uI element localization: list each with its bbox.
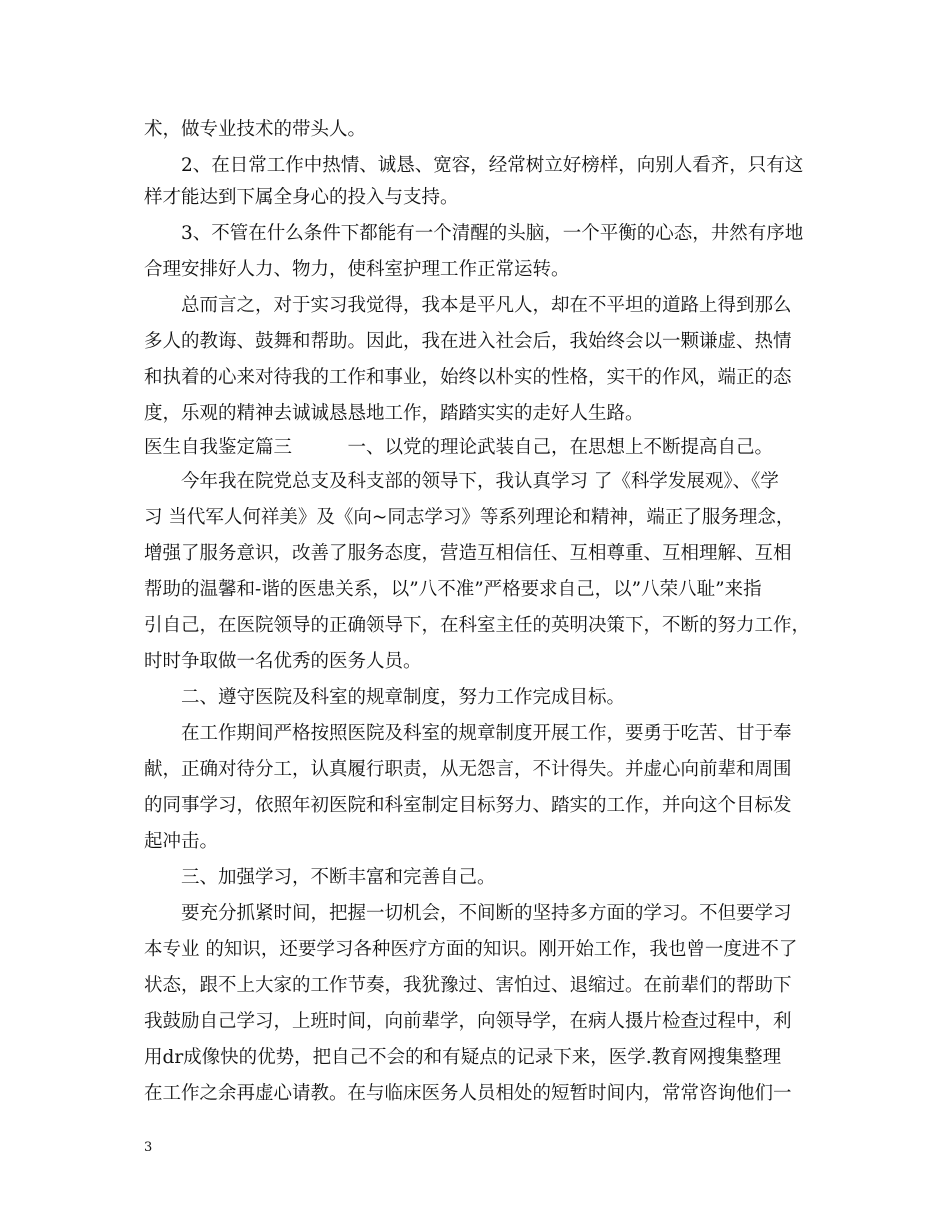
text-line: 习 当代军人何祥美》及《向~同志学习》等系列理论和精神，端正了服务理念， (144, 507, 795, 528)
text-line: 献，正确对待分工，认真履行职责，从无怨言，不计得失。并虚心向前辈和周围 (144, 759, 792, 780)
text-line: 多人的教诲、鼓舞和帮助。因此，我在进入社会后，我始终会以一颗谦虚、热情 (144, 331, 792, 352)
text-line: 增强了服务意识，改善了服务态度，营造互相信任、互相尊重、互相理解、互相 (144, 543, 792, 564)
text-line: 在工作期间严格按照医院及科室的规章制度开展工作，要勇于吃苦、甘于奉 (144, 723, 792, 744)
text-line: 2、在日常工作中热情、诚恳、宽容，经常树立好榜样，向别人看齐，只有这 (144, 155, 804, 176)
text-line: 合理安排好人力、物力，使科室护理工作正常运转。 (144, 259, 570, 280)
text-line: 3、不管在什么条件下都能有一个清醒的头脑，一个平衡的心态，井然有序地 (144, 223, 804, 244)
text-line: 在工作之余再虚心请教。在与临床医务人员相处的短暂时间内，常常咨询他们一 (144, 1083, 792, 1104)
text-line: 术，做专业技术的带头人。 (144, 119, 367, 140)
section-heading: 医生自我鉴定篇三 一、以党的理论武装自己，在思想上不断提高自己。 (144, 437, 774, 458)
text-line: 帮助的温馨和-谐的医患关系，以”八不准”严格要求自己，以”八荣八耻”来指 (144, 579, 762, 600)
text-line: 和执着的心来对待我的工作和事业，始终以朴实的性格，实干的作风，端正的态 (144, 367, 792, 388)
text-line: 我鼓励自己学习，上班时间，向前辈学，向领导学，在病人摄片检查过程中，利 (144, 1011, 792, 1032)
text-line: 时时争取做一名优秀的医务人员。 (144, 651, 422, 672)
text-line: 要充分抓紧时间，把握一切机会，不间断的坚持多方面的学习。不但要学习 (144, 903, 792, 924)
text-line: 总而言之，对于实习我觉得，我本是平凡人，却在不平坦的道路上得到那么 (144, 295, 792, 316)
text-line: 起冲击。 (144, 831, 219, 852)
text-line: 引自己，在医院领导的正确领导下，在科室主任的英明决策下，不断的努力工作， (144, 615, 811, 636)
text-line: 用dr成像快的优势，把自己不会的和有疑点的记录下来，医学.教育网搜集整理 (144, 1047, 782, 1068)
page-number: 3 (144, 1140, 153, 1155)
text-line: 的同事学习，依照年初医院和科室制定目标努力、踏实的工作，并向这个目标发 (144, 795, 792, 816)
text-line: 状态，跟不上大家的工作节奏，我犹豫过、害怕过、退缩过。在前辈们的帮助下 (144, 975, 792, 996)
text-line: 本专业 的知识，还要学习各种医疗方面的知识。刚开始工作，我也曾一度进不了 (144, 939, 798, 960)
text-line: 三、加强学习，不断丰富和完善自己。 (144, 867, 496, 888)
text-line: 度，乐观的精神去诚诚恳恳地工作，踏踏实实的走好人生路。 (144, 403, 644, 424)
text-line: 今年我在院党总支及科支部的领导下，我认真学习 了《科学发展观》、《学 (144, 471, 779, 492)
text-line: 样才能达到下属全身心的投入与支持。 (144, 187, 459, 208)
text-line: 二、遵守医院及科室的规章制度，努力工作完成目标。 (144, 687, 626, 708)
